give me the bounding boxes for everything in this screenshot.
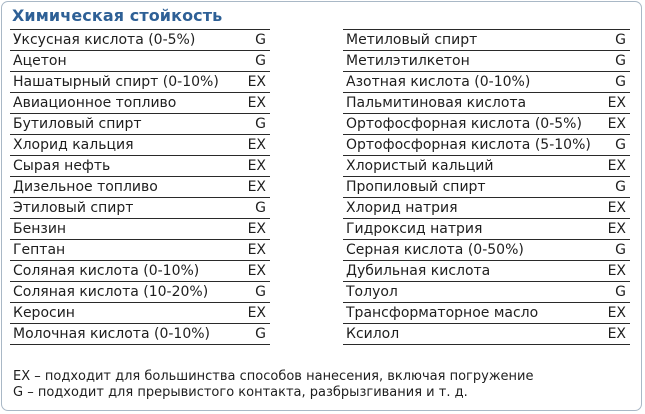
- resistance-value: EX: [247, 242, 266, 258]
- resistance-value: EX: [247, 137, 266, 153]
- resistance-value: G: [615, 179, 626, 195]
- right-column: [343, 29, 630, 345]
- table-row: [10, 198, 270, 219]
- table-row: [10, 114, 270, 135]
- substance-name: Хлорид натрия: [346, 200, 458, 216]
- chemical-resistance-card: [1, 1, 642, 411]
- table-row: [343, 156, 630, 177]
- substance-name: Соляная кислота (10-20%): [13, 284, 209, 300]
- substance-name: Уксусная кислота (0-5%): [13, 32, 196, 48]
- substance-name: Молочная кислота (0-10%): [13, 326, 210, 342]
- resistance-value: EX: [607, 158, 626, 174]
- table-row: [10, 324, 270, 345]
- resistance-value: EX: [607, 221, 626, 237]
- table-row: [343, 282, 630, 303]
- table-row: [10, 261, 270, 282]
- resistance-value: G: [615, 137, 626, 153]
- resistance-value: G: [615, 284, 626, 300]
- resistance-value: G: [615, 32, 626, 48]
- table-row: [10, 29, 270, 51]
- substance-name: Ортофосфорная кислота (5-10%): [346, 137, 591, 153]
- substance-name: Пропиловый спирт: [346, 179, 486, 195]
- resistance-value: G: [255, 200, 266, 216]
- substance-name: Ацетон: [13, 53, 67, 69]
- substance-name: Ксилол: [346, 326, 400, 342]
- table-row: [343, 135, 630, 156]
- resistance-value: G: [255, 53, 266, 69]
- table-row: [10, 135, 270, 156]
- table-row: [10, 303, 270, 324]
- resistance-value: EX: [247, 179, 266, 195]
- table-row: [343, 72, 630, 93]
- table-row: [343, 261, 630, 282]
- substance-name: Метилэтилкетон: [346, 53, 470, 69]
- resistance-value: EX: [247, 158, 266, 174]
- substance-name: Ортофосфорная кислота (0-5%): [346, 116, 582, 132]
- substance-name: Дизельное топливо: [13, 179, 158, 195]
- substance-name: Керосин: [13, 305, 75, 321]
- table-title: Химическая стойкость: [12, 6, 223, 25]
- resistance-value: EX: [607, 305, 626, 321]
- substance-name: Хлористый кальций: [346, 158, 494, 174]
- table-row: [343, 198, 630, 219]
- table-row: [10, 282, 270, 303]
- resistance-value: EX: [247, 305, 266, 321]
- substance-name: Метиловый спирт: [346, 32, 478, 48]
- substance-name: Хлорид кальция: [13, 137, 134, 153]
- table-row: [10, 219, 270, 240]
- resistance-value: G: [615, 53, 626, 69]
- table-row: [10, 51, 270, 72]
- table-row: [343, 177, 630, 198]
- resistance-value: EX: [607, 263, 626, 279]
- resistance-value: G: [615, 242, 626, 258]
- table-row: [343, 324, 630, 345]
- substance-name: Авиационное топливо: [13, 95, 177, 111]
- substance-name: Дубильная кислота: [346, 263, 491, 279]
- resistance-value: G: [255, 116, 266, 132]
- resistance-value: EX: [607, 116, 626, 132]
- substance-name: Пальмитиновая кислота: [346, 95, 527, 111]
- substance-name: Гидроксид натрия: [346, 221, 483, 237]
- substance-name: Бутиловый спирт: [13, 116, 142, 132]
- resistance-value: EX: [607, 326, 626, 342]
- legend-g: G – подходит для прерывистого контакта, разбрызгивания и т. д.: [13, 385, 468, 400]
- table-row: [10, 72, 270, 93]
- substance-name: Сырая нефть: [13, 158, 111, 174]
- substance-name: Толуол: [346, 284, 398, 300]
- table-row: [343, 93, 630, 114]
- table-row: [343, 29, 630, 51]
- substance-name: Нашатырный спирт (0-10%): [13, 74, 219, 90]
- resistance-value: EX: [247, 74, 266, 90]
- substance-name: Серная кислота (0-50%): [346, 242, 524, 258]
- legend: [13, 369, 534, 401]
- table-row: [10, 156, 270, 177]
- substance-name: Трансформаторное масло: [346, 305, 539, 321]
- table-row: [343, 303, 630, 324]
- table-row: [10, 93, 270, 114]
- table-row: [343, 219, 630, 240]
- substance-name: Азотная кислота (0-10%): [346, 74, 531, 90]
- resistance-value: G: [255, 326, 266, 342]
- resistance-value: EX: [247, 263, 266, 279]
- substance-name: Этиловый спирт: [13, 200, 134, 216]
- table-row: [343, 51, 630, 72]
- left-column: [10, 29, 270, 345]
- resistance-value: G: [255, 32, 266, 48]
- table-row: [343, 240, 630, 261]
- table-row: [10, 177, 270, 198]
- legend-ex: EX – подходит для большинства способов нанесения, включая погружение: [13, 369, 534, 384]
- resistance-value: EX: [607, 95, 626, 111]
- substance-name: Гептан: [13, 242, 66, 258]
- resistance-value: EX: [247, 95, 266, 111]
- table-row: [343, 114, 630, 135]
- substance-name: Соляная кислота (0-10%): [13, 263, 200, 279]
- substance-name: Бензин: [13, 221, 67, 237]
- resistance-value: G: [615, 74, 626, 90]
- resistance-value: EX: [247, 221, 266, 237]
- resistance-value: G: [255, 284, 266, 300]
- table-row: [10, 240, 270, 261]
- resistance-value: EX: [607, 200, 626, 216]
